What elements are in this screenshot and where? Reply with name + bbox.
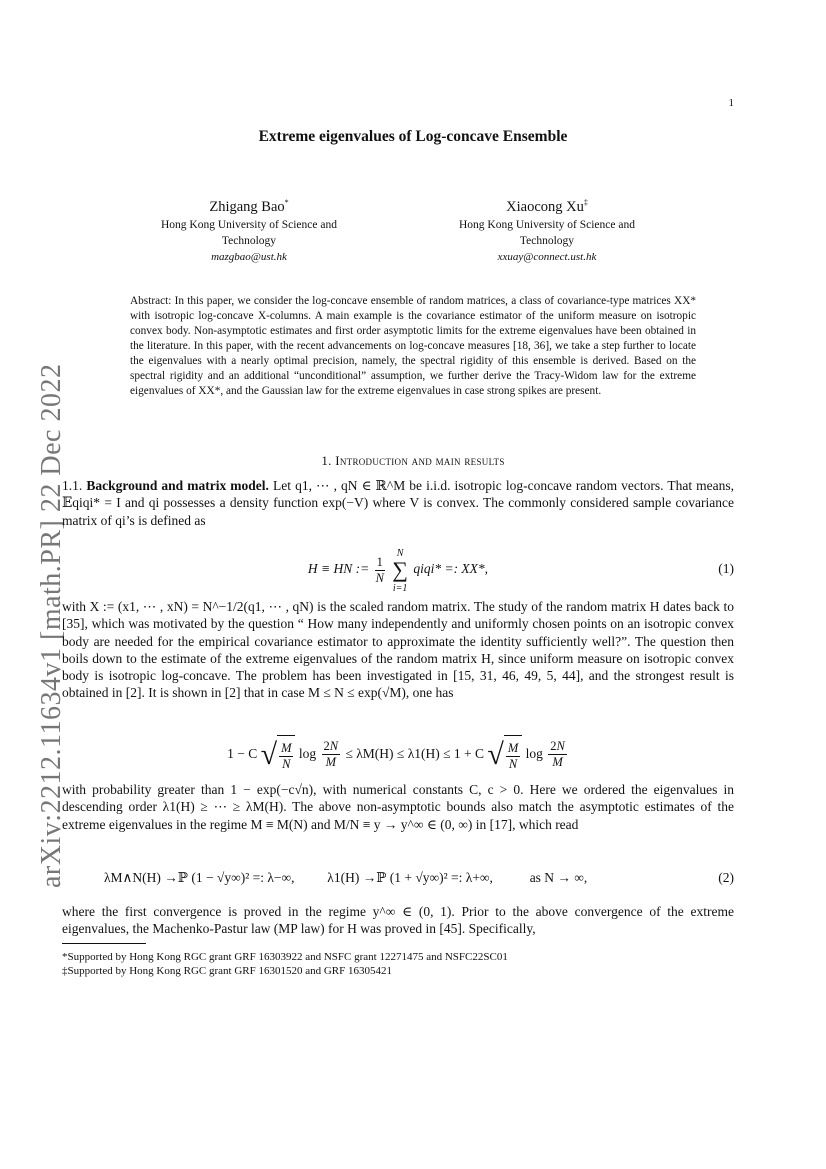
author-affiliation: Hong Kong University of Science and Technology [161,218,337,247]
equation-number: (1) [718,561,734,576]
equation-2: λM∧N(H) →ℙ (1 − √y∞)² =: λ−∞, λ1(H) →ℙ (1 + √y∞)² =: λ+∞, as N → ∞, (2) [104,870,734,885]
paragraph-background: with X := (x1, ⋯ , xN) = N^−1/2(q1, ⋯ , qN) is the scaled random matrix. The study of the random matrix H dates back to [35], which was motivated by the question “ How many independently and uniformly chosen points on an isotropic convex body are needed for the empirical covariance estimator to approximate the identity sufficiently well?”. The question then boils down to the estimate of the extreme eigenvalues of the random matrix H, since uniform measure on isotropic convex body is isotropic log-concave. The problem has been investigated in [15, 31, 46, 49, 5, 44], and the strongest result is obtained in [2]. It is shown in [2] that in case M ≤ N ≤ exp(√M), one has [62,599,734,701]
paper-title: Extreme eigenvalues of Log-concave Ensemble [258,128,568,145]
author-email[interactable]: mazgbao@ust.hk [211,250,287,263]
equation-number: (2) [718,870,734,885]
author-name: Xiaocong Xu‡ [506,198,588,215]
equation-1: H ≡ HN := $\frac{1}{N}$ N ∑ i=1 qiqi* =: XX*, (1) [307,548,734,594]
abstract: Abstract: In this paper, we consider the log-concave ensemble of random matrices, a class of covariance-type matrices XX* with isotropic log-concave X-columns. A main example is the covariance estimator of the uniform measure on isotropic convex body. Non-asymptotic estimates and first order asymptotic limits for the extreme eigenvalues have been obtained in the literature. In this paper, with the recent advancements on log-concave measures [18, 36], we take a step further to locate the eigenvalues with a nearly optimal precision, namely, the spectral rigidity of this ensemble is derived. Based on the spectral rigidity and an additional “unconditional” assumption, we further derive the Tracy-Widom law for the extreme eigenvalues of XX*, and the Gaussian law for the extreme eigenvalues in case strong spikes are present. [130,295,696,397]
author-block-2 [432,193,662,265]
paragraph-intro: 1.1. Background and matrix model. Let q1, ⋯ , qN ∈ ℝ^M be i.i.d. isotropic log-concave random vectors. That means, 𝔼qiqi* = I and qi possesses a density function exp(−V) where V is convex. The commonly considered sample covariance matrix of qi’s is defined as [62,478,735,528]
subsection-title: Background and matrix model. [86,478,269,493]
section-heading: 1. Introduction and main results [321,453,505,468]
page-number: 1 [728,97,734,109]
author-email[interactable]: xxuay@connect.ust.hk [497,250,597,263]
equation-bound: 1 − C √ $\frac{M}{N}$ log $\frac{2N}{M}$ ≤ λM(H) ≤ λ1(H) ≤ 1 + C √ $\frac{M}{N}$ log $\frac{2N}{M}$ [62,734,734,774]
footnote-1: *Supported by Hong Kong RGC grant GRF 16303922 and NSFC grant 12271475 and NSFC22SC01 [62,951,508,963]
arxiv-sidebar-id: arXiv:2212.11634v1 [math.PR] 22 Dec 2022 [36,363,67,888]
footnote-divider [62,943,146,944]
author-block-1 [134,193,364,265]
paragraph-mp-law: where the first convergence is proved in the regime y^∞ ∈ (0, 1). Prior to the above convergence of the extreme eigenvalues, the Machenko-Pastur law (MP law) for H was proved in [45]. Specifically, [62,904,734,937]
footnote-2: ‡Supported by Hong Kong RGC grant GRF 16301520 and GRF 16305421 [62,965,393,977]
paragraph-asymptotic: with probability greater than 1 − exp(−c√n), with numerical constants C, c > 0. Here we ordered the eigenvalues in descending order λ1(H) ≥ ⋯ ≥ λM(H). The above non-asymptotic bounds also match the asymptotic estimates of the extreme eigenvalues in the regime M ≡ M(N) and M/N ≡ y → y^∞ ∈ (0, ∞) in [17], which read [62,782,734,832]
author-name: Zhigang Bao* [209,198,289,215]
author-affiliation: Hong Kong University of Science and Technology [459,218,635,247]
